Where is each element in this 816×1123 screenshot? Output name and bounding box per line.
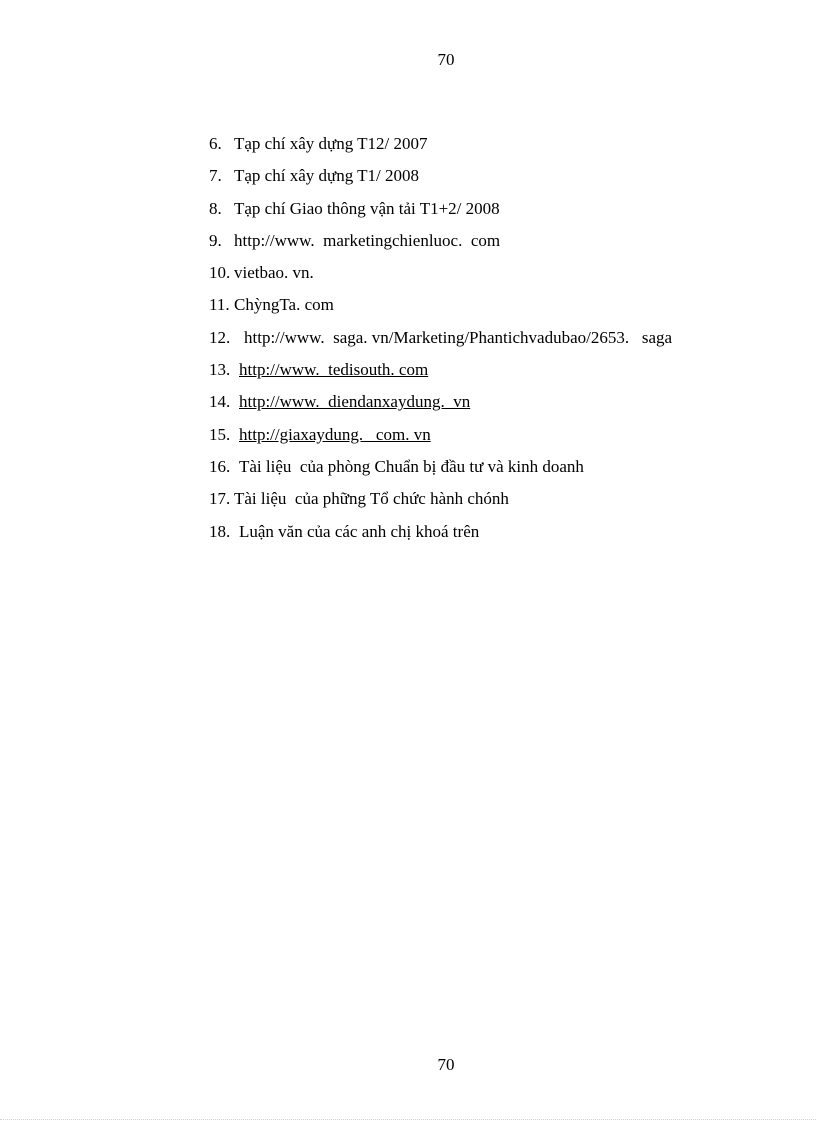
reference-number: 6. — [209, 134, 222, 153]
page-number-top: 70 — [437, 50, 455, 69]
reference-item — [209, 391, 672, 423]
reference-number: 18. — [209, 521, 231, 541]
reference-text: ChỳngTa. com — [234, 295, 334, 315]
reference-item — [209, 262, 672, 294]
reference-item — [209, 133, 672, 165]
reference-number: 17. — [209, 489, 231, 509]
reference-text: Luận văn của các anh chị khoá trên — [239, 521, 480, 541]
reference-item — [209, 230, 672, 262]
reference-text: Tạp chí Giao thông vận tải T1+2/ 2008 — [234, 198, 500, 218]
reference-item — [209, 327, 672, 359]
reference-link[interactable]: http://giaxaydung. com. vn — [239, 424, 431, 444]
reference-number: 15. — [209, 424, 231, 444]
page-number-bottom: 70 — [437, 1055, 455, 1074]
page-bottom-edge — [0, 1119, 816, 1120]
reference-text: Tài liệu của phững Tổ chức hành chónh — [234, 489, 509, 509]
reference-number: 7. — [209, 166, 222, 186]
reference-number: 11. — [209, 295, 230, 315]
reference-link[interactable]: http://www. tedisouth. com — [239, 360, 429, 380]
reference-item — [209, 294, 672, 326]
reference-item — [209, 165, 672, 197]
reference-item — [209, 456, 672, 488]
reference-number: 12. — [209, 327, 231, 347]
reference-text: http://www. saga. vn/Marketing/Phantichvadubao/2653. saga — [244, 327, 673, 347]
reference-text: Tạp chí xây dựng T1/ 2008 — [234, 166, 420, 186]
reference-number: 8. — [209, 198, 222, 218]
reference-number: 13. — [209, 360, 231, 380]
reference-number: 9. — [209, 230, 222, 250]
reference-item — [209, 424, 672, 456]
reference-item — [209, 359, 672, 391]
reference-text: Tạp chí xây dựng T12/ 2007 — [234, 134, 428, 153]
reference-item — [209, 521, 672, 553]
reference-number: 16. — [209, 456, 231, 476]
reference-item — [209, 198, 672, 230]
reference-number: 10. — [209, 263, 231, 283]
reference-text: http://www. marketingchienluoc. com — [234, 230, 501, 250]
reference-item — [209, 488, 672, 520]
reference-text: Tài liệu của phòng Chuẩn bị đầu tư và kinh doanh — [239, 456, 584, 476]
reference-text: vietbao. vn. — [234, 263, 314, 283]
reference-link[interactable]: http://www. diendanxaydung. vn — [239, 392, 471, 412]
reference-number: 14. — [209, 392, 231, 412]
reference-list — [209, 133, 672, 553]
